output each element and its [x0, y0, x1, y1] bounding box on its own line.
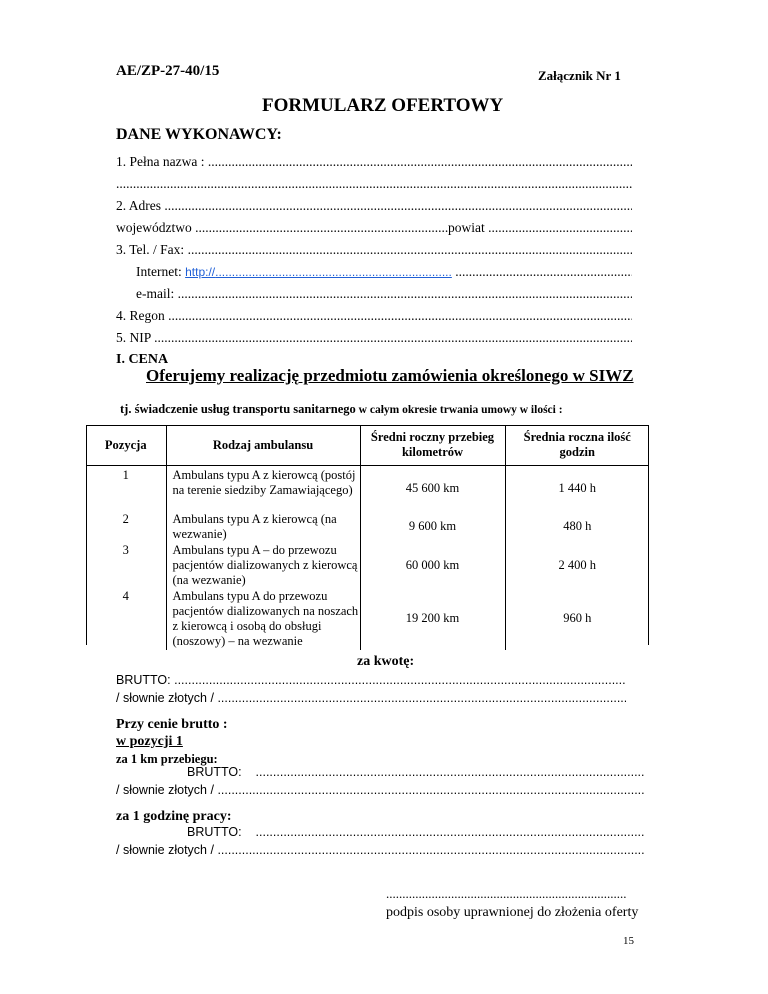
- signature-caption: podpis osoby uprawnionej do złożenia oferty: [386, 905, 639, 920]
- amount-brutto-field[interactable]: [116, 673, 626, 687]
- table-row: [86, 543, 649, 589]
- voivodeship-field[interactable]: [116, 220, 448, 236]
- row-annual-hours: 1 440 h: [505, 466, 649, 512]
- row-position: 1: [122, 468, 129, 482]
- offer-heading: Oferujemy realizację przedmiotu zamówienia określonego w SIWZ: [146, 366, 634, 385]
- email-field[interactable]: [136, 286, 632, 302]
- row-annual-km: 45 600 km: [360, 466, 505, 512]
- attachment-number: Załącznik Nr 1: [538, 68, 621, 83]
- per-hour-brutto-field[interactable]: [187, 825, 645, 839]
- row-annual-km: 19 200 km: [360, 589, 505, 650]
- internet-link[interactable]: http://.......................................................................: [185, 265, 452, 279]
- full-name-continuation-field[interactable]: [116, 176, 632, 192]
- per-hour-words-field[interactable]: [116, 843, 645, 857]
- row-annual-km: 60 000 km: [360, 543, 505, 589]
- table-row: [86, 589, 649, 650]
- voivodeship-label: województwo: [116, 220, 192, 235]
- contractor-heading: DANE WYKONAWCY:: [116, 126, 282, 143]
- nip-field[interactable]: [116, 330, 632, 346]
- row-ambulance-type: Ambulans typu A z kierowcą (postój na terenie siedziby Zamawiającego): [166, 466, 360, 512]
- header-annual-km: Średni roczny przebieg kilometrów: [360, 425, 505, 466]
- address-label: 2. Adres: [116, 198, 161, 213]
- amount-label: za kwotę:: [357, 654, 415, 669]
- phone-fax-label: 3. Tel. / Fax:: [116, 242, 185, 257]
- table-row: [86, 466, 649, 512]
- row-position: 2: [122, 511, 129, 526]
- internet-field[interactable]: [136, 264, 632, 280]
- row-position: 4: [122, 588, 129, 603]
- amount-brutto-label: BRUTTO:: [116, 673, 171, 687]
- full-name-field[interactable]: [116, 154, 632, 170]
- per-km-brutto-field[interactable]: [187, 765, 645, 779]
- page-number: 15: [623, 935, 634, 947]
- price-section-label: I. CENA: [116, 352, 169, 367]
- header-position: Pozycja: [86, 425, 166, 466]
- form-title: FORMULARZ OFERTOWY: [262, 95, 504, 116]
- row-annual-hours: 960 h: [505, 589, 649, 650]
- regon-field[interactable]: [116, 308, 632, 324]
- nip-label: 5. NIP: [116, 330, 151, 345]
- per-km-words-field[interactable]: [116, 783, 645, 797]
- address-field[interactable]: [116, 198, 632, 214]
- per-km-label: za 1 km przebiegu:: [116, 752, 218, 766]
- per-km-words-label: / słownie złotych /: [116, 783, 214, 797]
- document-reference: AE/ZP-27-40/15: [116, 63, 220, 79]
- signature-line[interactable]: ..........................................................................: [386, 886, 627, 901]
- per-hour-words-label: / słownie złotych /: [116, 843, 214, 857]
- per-km-brutto-label: BRUTTO:: [187, 765, 242, 779]
- email-label: e-mail:: [136, 286, 175, 301]
- row-ambulance-type: Ambulans typu A do przewozu pacjentów dializowanych na noszach z kierowcą i osobą do obsługi (noszowy) – na wezwanie: [166, 589, 360, 650]
- regon-label: 4. Regon: [116, 308, 165, 323]
- gross-position-label: w pozycji 1: [116, 734, 183, 749]
- phone-fax-field[interactable]: [116, 242, 632, 258]
- row-ambulance-type: Ambulans typu A z kierowcą (na wezwanie): [166, 512, 360, 543]
- header-annual-hours: Średnia roczna ilość godzin: [505, 425, 649, 466]
- full-name-label: 1. Pełna nazwa :: [116, 154, 205, 169]
- table-row: [86, 512, 649, 543]
- internet-label: Internet:: [136, 264, 182, 279]
- per-hour-label: za 1 godzinę pracy:: [116, 809, 232, 824]
- ambulance-table: [86, 425, 649, 650]
- row-annual-km: 9 600 km: [360, 512, 505, 543]
- row-ambulance-type: Ambulans typu A – do przewozu pacjentów dializowanych z kierowcą (na wezwanie): [166, 543, 360, 589]
- header-ambulance-type: Rodzaj ambulansu: [166, 425, 360, 466]
- row-position: 3: [122, 542, 129, 557]
- county-label: powiat: [448, 220, 485, 235]
- county-field[interactable]: [448, 220, 632, 236]
- per-hour-brutto-label: BRUTTO:: [187, 825, 242, 839]
- row-annual-hours: 2 400 h: [505, 543, 649, 589]
- amount-words-field[interactable]: [116, 691, 626, 705]
- row-annual-hours: 480 h: [505, 512, 649, 543]
- table-header-row: [86, 425, 649, 466]
- gross-heading: Przy cenie brutto :: [116, 717, 228, 732]
- service-description: tj. świadczenie usług transportu sanitarnego w całym okresie trwania umowy w ilości :: [120, 402, 563, 416]
- amount-words-label: / słownie złotych /: [116, 691, 214, 705]
